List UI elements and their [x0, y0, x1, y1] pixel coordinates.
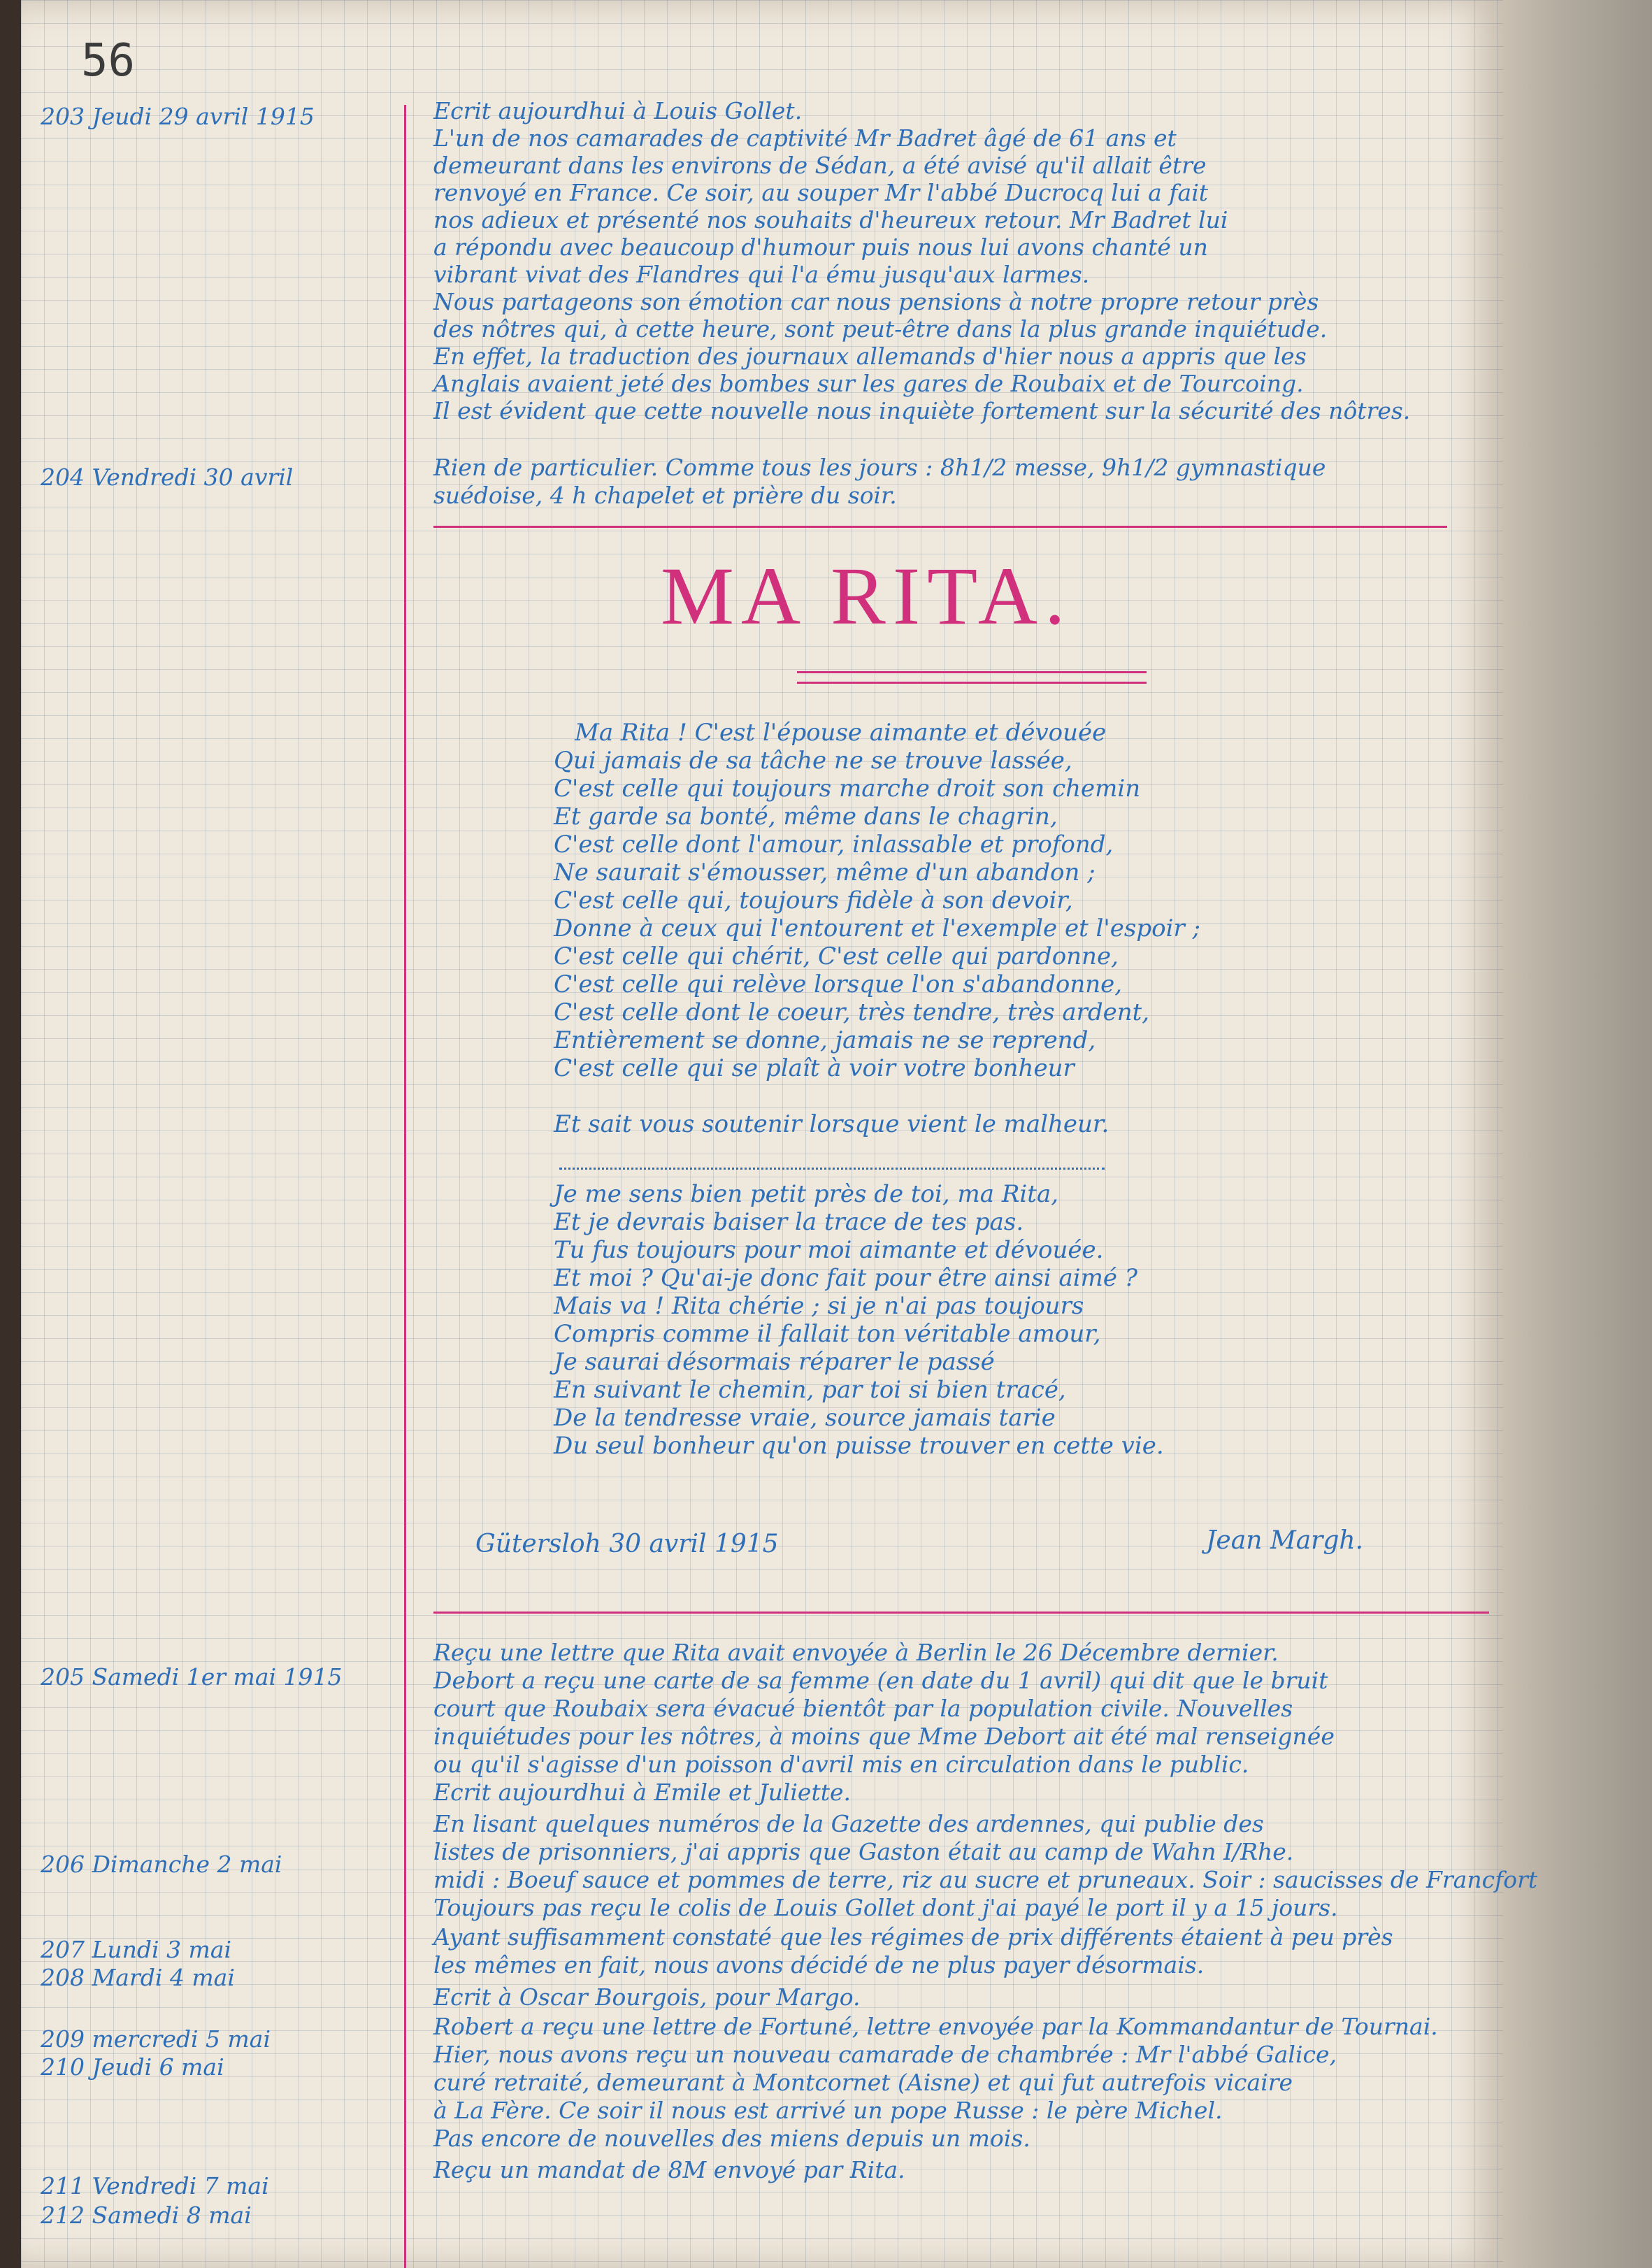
- entry-line: ou qu'il s'agisse d'un poisson d'avril mis en circulation dans le public.: [433, 1751, 1249, 1778]
- poem-line: Et garde sa bonté, même dans le chagrin,: [554, 803, 1058, 831]
- entry-date: 203 Jeudi 29 avril 1915: [41, 103, 315, 130]
- entry-date: 208 Mardi 4 mai: [41, 1964, 235, 1991]
- entry-date: 212 Samedi 8 mai: [41, 2202, 252, 2229]
- entry-line: renvoyé en France. Ce soir, au souper Mr l'abbé Ducrocq lui a fait: [433, 179, 1209, 206]
- poem-line: Je me sens bien petit près de toi, ma Rita,: [554, 1180, 1059, 1208]
- entry-line: Rien de particulier. Comme tous les jours : 8h1/2 messe, 9h1/2 gymnastique: [433, 454, 1326, 481]
- entry-line: Ayant suffisamment constaté que les régimes de prix différents étaient à peu près: [433, 1923, 1393, 1951]
- poem-signature: Jean Margh.: [1206, 1526, 1364, 1555]
- poem-line: C'est celle qui chérit, C'est celle qui pardonne,: [554, 942, 1119, 970]
- entry-line: Ecrit aujourdhui à Louis Gollet.: [433, 97, 803, 124]
- entry-line: Reçu une lettre que Rita avait envoyée à Berlin le 26 Décembre dernier.: [433, 1639, 1279, 1666]
- poem-line: De la tendresse vraie, source jamais tarie: [554, 1404, 1056, 1432]
- poem-line: Et je devrais baiser la trace de tes pas.: [554, 1208, 1024, 1236]
- poem-line: C'est celle dont le coeur, très tendre, très ardent,: [554, 998, 1150, 1026]
- poem-line: Donne à ceux qui l'entourent et l'exemple et l'espoir ;: [554, 914, 1200, 942]
- page-number: 56: [81, 35, 136, 87]
- poem-line: Entièrement se donne, jamais ne se reprend,: [554, 1026, 1096, 1054]
- entry-date: 207 Lundi 3 mai: [41, 1936, 232, 1963]
- entry-line: suédoise, 4 h chapelet et prière du soir.: [433, 482, 897, 509]
- poem-line: C'est celle qui, toujours fidèle à son devoir,: [554, 887, 1073, 914]
- title-underline: [797, 671, 1147, 673]
- entry-line: midi : Boeuf sauce et pommes de terre, riz au sucre et pruneaux. Soir : saucisses de Francfort: [433, 1866, 1538, 1893]
- entry-line: des nôtres qui, à cette heure, sont peut-être dans la plus grande inquiétude.: [433, 315, 1328, 343]
- entry-line: court que Roubaix sera évacué bientôt par la population civile. Nouvelles: [433, 1695, 1293, 1722]
- poem-line: Du seul bonheur qu'on puisse trouver en cette vie.: [554, 1432, 1164, 1460]
- entry-line: inquiétudes pour les nôtres, à moins que Mme Debort ait été mal renseignée: [433, 1723, 1335, 1750]
- entry-line: L'un de nos camarades de captivité Mr Badret âgé de 61 ans et: [433, 124, 1177, 152]
- poem-line: Qui jamais de sa tâche ne se trouve lassée,: [554, 747, 1072, 775]
- poem-place-date: Gütersloh 30 avril 1915: [475, 1530, 779, 1558]
- entry-line: En effet, la traduction des journaux allemands d'hier nous a appris que les: [433, 343, 1307, 370]
- entry-date: 206 Dimanche 2 mai: [41, 1851, 282, 1878]
- entry-line: Il est évident que cette nouvelle nous inquiète fortement sur la sécurité des nôtres.: [433, 397, 1411, 424]
- entry-line: les mêmes en fait, nous avons décidé de ne plus payer désormais.: [433, 1951, 1205, 1979]
- entry-date: 211 Vendredi 7 mai: [41, 2172, 269, 2199]
- entry-line: demeurant dans les environs de Sédan, a été avisé qu'il allait être: [433, 152, 1207, 179]
- poem-line: Tu fus toujours pour moi aimante et dévouée.: [554, 1236, 1104, 1264]
- entry-line: Anglais avaient jeté des bombes sur les gares de Roubaix et de Tourcoing.: [433, 370, 1304, 397]
- entry-line: Toujours pas reçu le colis de Louis Gollet dont j'ai payé le port il y a 15 jours.: [433, 1894, 1338, 1921]
- poem-line: Compris comme il fallait ton véritable amour,: [554, 1320, 1101, 1348]
- entry-line: Pas encore de nouvelles des miens depuis un mois.: [433, 2125, 1030, 2152]
- entry-date: 204 Vendredi 30 avril: [41, 464, 294, 491]
- entry-line: nos adieux et présenté nos souhaits d'heureux retour. Mr Badret lui: [433, 206, 1228, 234]
- entry-line: Debort a reçu une carte de sa femme (en date du 1 avril) qui dit que le bruit: [433, 1667, 1328, 1694]
- section-divider: [433, 526, 1447, 528]
- entry-line: Nous partageons son émotion car nous pensions à notre propre retour près: [433, 288, 1319, 315]
- poem-line: Ma Rita ! C'est l'épouse aimante et dévouée: [575, 719, 1107, 747]
- stanza-separator: [559, 1168, 1105, 1170]
- notebook-spine: [0, 0, 21, 2268]
- poem-line: Et sait vous soutenir lorsque vient le malheur.: [554, 1110, 1109, 1138]
- poem-line: Mais va ! Rita chérie ; si je n'ai pas toujours: [554, 1292, 1084, 1320]
- poem-line: C'est celle dont l'amour, inlassable et profond,: [554, 831, 1114, 859]
- margin-rule: [404, 105, 406, 2268]
- poem-line: En suivant le chemin, par toi si bien tracé,: [554, 1376, 1066, 1404]
- poem-title: MA RITA.: [661, 550, 1072, 642]
- next-page-edge: [1503, 0, 1652, 2268]
- entry-date: 209 mercredi 5 mai: [41, 2025, 271, 2053]
- entry-date: 205 Samedi 1er mai 1915: [41, 1663, 343, 1691]
- entry-line: Robert a reçu une lettre de Fortuné, lettre envoyée par la Kommandantur de Tournai.: [433, 2013, 1438, 2040]
- entry-line: à La Fère. Ce soir il nous est arrivé un pope Russe : le père Michel.: [433, 2097, 1223, 2124]
- poem-line: C'est celle qui se plaît à voir votre bonheur: [554, 1054, 1075, 1082]
- poem-line: C'est celle qui relève lorsque l'on s'abandonne,: [554, 970, 1123, 998]
- entry-line: a répondu avec beaucoup d'humour puis nous lui avons chanté un: [433, 234, 1208, 261]
- entry-date: 210 Jeudi 6 mai: [41, 2053, 224, 2081]
- entry-line: Ecrit aujourdhui à Emile et Juliette.: [433, 1779, 851, 1806]
- entry-line: curé retraité, demeurant à Montcornet (Aisne) et qui fut autrefois vicaire: [433, 2069, 1293, 2096]
- entry-line: En lisant quelques numéros de la Gazette des ardennes, qui publie des: [433, 1810, 1264, 1837]
- entry-line: listes de prisonniers, j'ai appris que Gaston était au camp de Wahn I/Rhe.: [433, 1838, 1294, 1865]
- title-underline: [797, 682, 1147, 684]
- poem-line: C'est celle qui toujours marche droit son chemin: [554, 775, 1141, 803]
- entry-line: Hier, nous avons reçu un nouveau camarade de chambrée : Mr l'abbé Galice,: [433, 2041, 1337, 2068]
- poem-line: Et moi ? Qu'ai-je donc fait pour être ainsi aimé ?: [554, 1264, 1137, 1292]
- poem-line: Ne saurait s'émousser, même d'un abandon ;: [554, 859, 1096, 887]
- entry-line: Ecrit à Oscar Bourgois, pour Margo.: [433, 1983, 861, 2011]
- entry-line: vibrant vivat des Flandres qui l'a ému jusqu'aux larmes.: [433, 261, 1090, 288]
- entry-line: Reçu un mandat de 8M envoyé par Rita.: [433, 2156, 905, 2183]
- poem-line: Je saurai désormais réparer le passé: [554, 1348, 995, 1376]
- section-divider: [433, 1612, 1489, 1614]
